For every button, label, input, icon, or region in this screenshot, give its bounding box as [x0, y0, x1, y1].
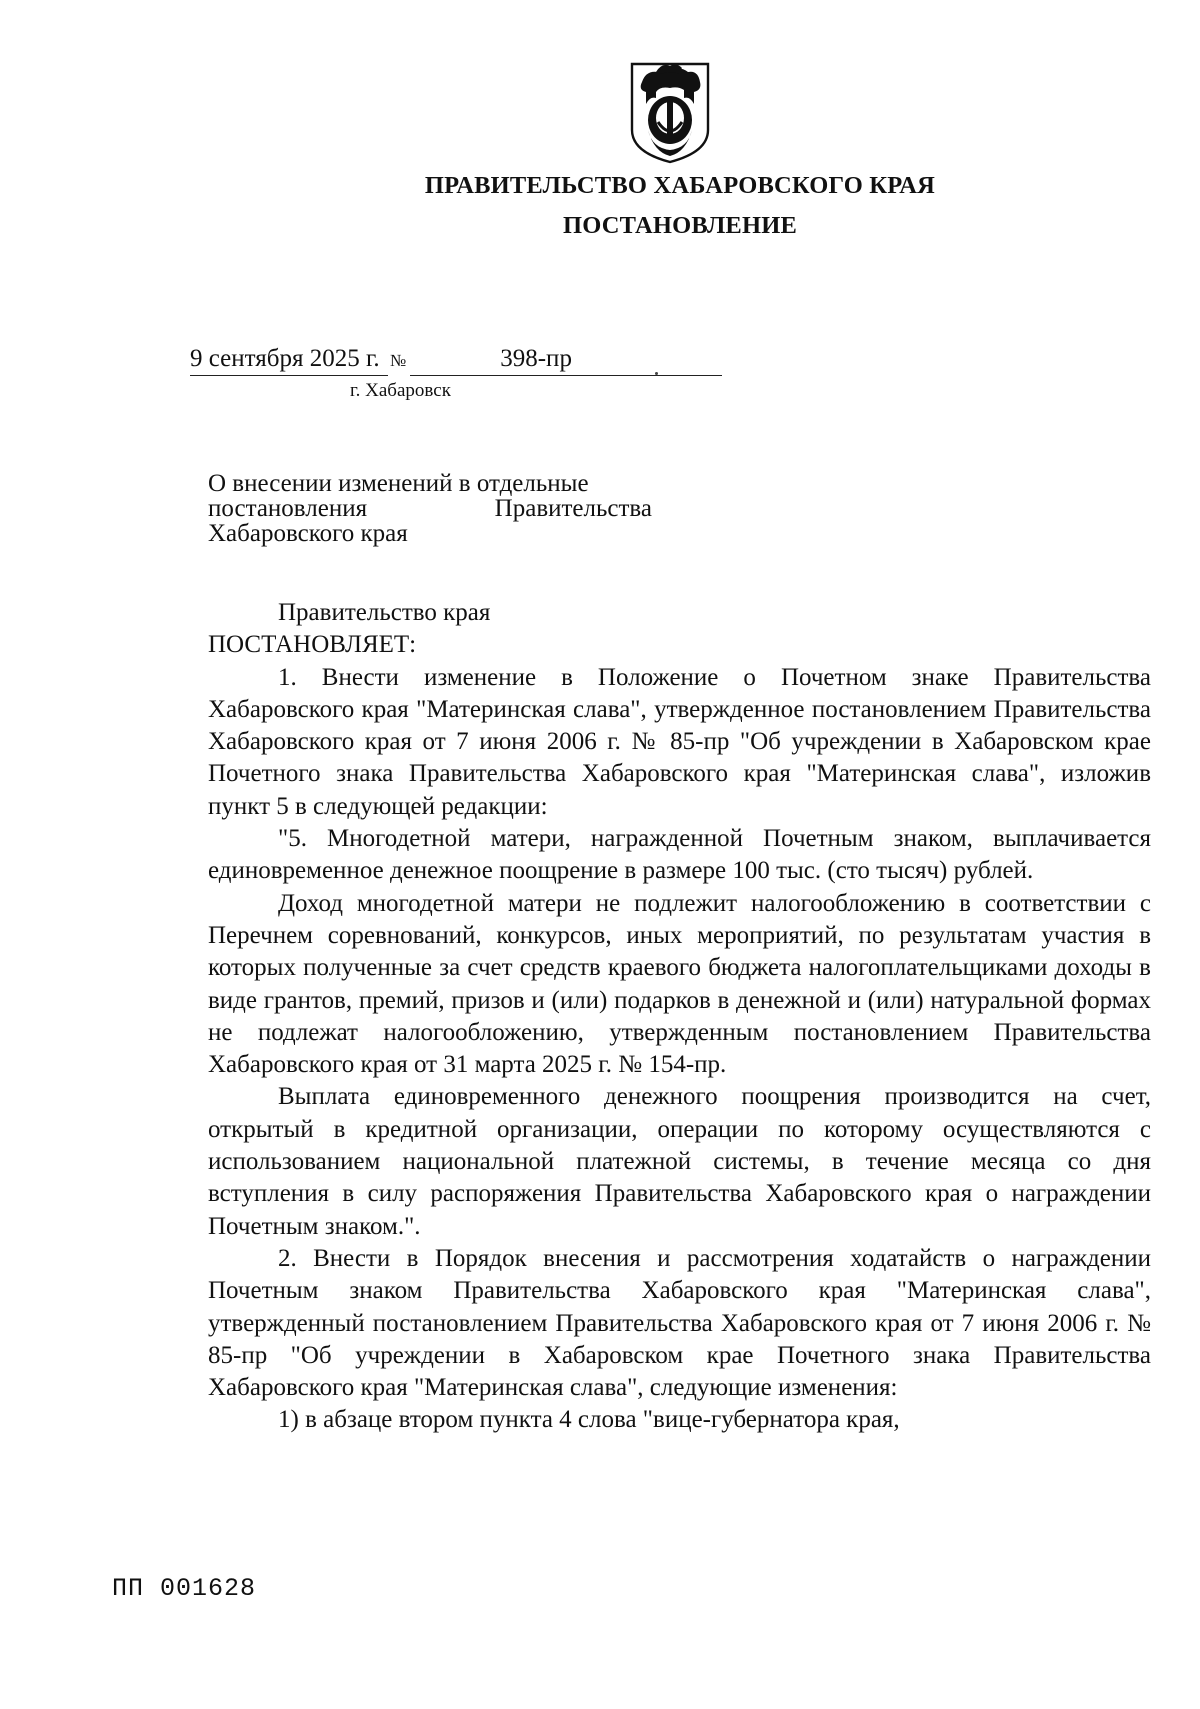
preamble-line: Правительство края — [278, 599, 491, 626]
preamble-resolves: ПОСТАНОВЛЯЕТ: — [208, 631, 417, 659]
document-body — [208, 597, 1151, 1437]
clause-5-text: "5. Многодетной матери, награжденной Почетным знаком, выплачивается единовременное денежное поощрение в размере 100 тыс. (сто тысяч) рублей. — [208, 825, 1151, 885]
government-title: ПРАВИТЕЛЬСТВО ХАБАРОВСКОГО КРАЯ — [424, 172, 936, 199]
income-paragraph: Доход многодетной матери не подлежит налогообложению в соответствии с Перечнем соревнований, конкурсов, иных мероприятий, по результатам участия в которых полученные за счет средств краевого бюджета налогоплательщиками доходы в виде грантов, премий, призов и (или) подарков в денежной и (или) натуральной формах не подлежат налогообложению, утвержденным постановлением Правительства Хабаровского края от 31 марта 2025 г. № 154-пр. — [208, 889, 1151, 1079]
clause-1: 1. Внести изменение в Положение о Почетном знаке Правительства Хабаровского края "Материнская слава", утвержденное постановлением Правительства Хабаровского края от 7 июня 2006 г. № 85-пр "Об учреждении в Хабаровском крае Почетного знака Правительства Хабаровского края "Материнская слава", изложив пункт 5 в следующей редакции: — [208, 663, 1151, 820]
date-number-line — [190, 345, 722, 376]
form-code: ПП 001628 — [112, 1574, 257, 1603]
subclause-1: 1) в абзаце втором пункта 4 слова "вице-губернатора края, — [278, 1406, 900, 1434]
document-number: 398-пр — [410, 345, 722, 376]
subject-line: постановления Правительства — [208, 495, 652, 522]
subject-line: О внесении изменений в отдельные — [208, 470, 589, 497]
clause-2: 2. Внести в Порядок внесения и рассмотрения ходатайств о награждении Почетным знаком Правительства Хабаровского края "Материнская слава", утвержденный постановлением Правительства Хабаровского края от 7 июня 2006 г. № 85-пр "Об учреждении в Хабаровском крае Почетного знака Правительства Хабаровского края "Материнская слава", следующие изменения: — [208, 1244, 1151, 1402]
document-type-title: ПОСТАНОВЛЕНИЕ — [562, 212, 798, 239]
coat-of-arms-icon — [628, 60, 712, 166]
document-subject — [208, 471, 652, 546]
number-sign: № — [390, 351, 407, 370]
subject-line: Хабаровского края — [208, 520, 408, 547]
document-date: 9 сентября 2025 г. — [190, 345, 388, 376]
scan-speck — [655, 372, 658, 375]
document-city: г. Хабаровск — [350, 380, 451, 401]
payment-paragraph: Выплата единовременного денежного поощрения производится на счет, открытый в кредитной организации, операции по которому осуществляются с использованием национальной платежной системы, в течение месяца со дня вступления в силу распоряжения Правительства Хабаровского края о награждении Почетным знаком.". — [208, 1083, 1151, 1240]
